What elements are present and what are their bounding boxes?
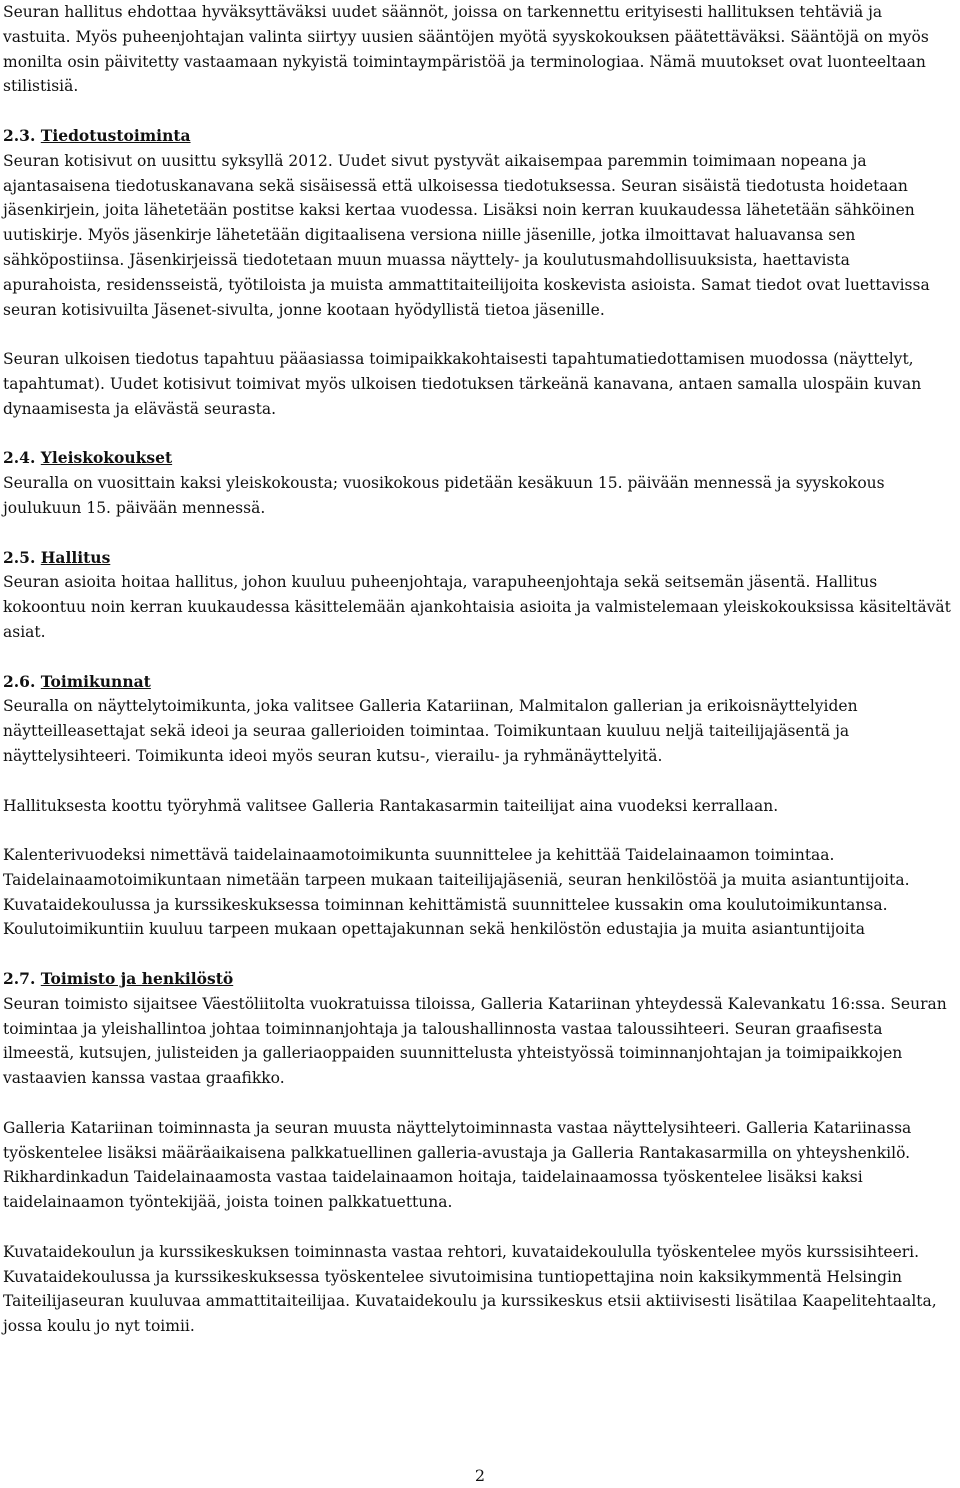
spacer: [3, 1215, 952, 1240]
spacer: [3, 99, 952, 124]
spacer: [3, 1091, 952, 1116]
section-number: 2.4.: [3, 448, 36, 468]
section-heading: [3, 446, 952, 471]
section-heading: [3, 124, 952, 149]
section-toimikunnat: [3, 670, 952, 943]
intro-paragraph: Seuran hallitus ehdottaa hyväksyttäväksi uudet säännöt, joissa on tarkennettu erityisesti hallituksen tehtäviä ja vastuita. Myös puheenjohtajan valinta siirtyy uusien sääntöjen myötä syyskokouksen päätettäväksi. Sääntöjä on myös monilta osin päivitetty vastaamaan nykyistä toimintaympäristöä ja terminologiaa. Nämä muutokset ovat luonteeltaan stilistisiä.: [3, 3, 929, 96]
section-hallitus: [3, 546, 952, 645]
spacer: [3, 521, 952, 546]
section-toimisto-ja-henkilosto: [3, 967, 952, 1339]
paragraph: Seuran kotisivut on uusittu syksyllä 2012. Uudet sivut pystyvät aikaisempaa paremmin toimimaan nopeana ja ajantasaisena tiedotuskanavana sekä sisäisessä että ulkoisessa tiedotuksessa. Seuran sisäistä tiedotusta hoidetaan jäsenkirjein, joita lähetetään postitse kaksi kertaa vuodessa. Lisäksi noin kerran kuukaudessa lähetetään sähköinen uutiskirje. Myös jäsenkirje lähetetään digitaalisena versiona niille jäsenille, jotka ilmoittavat haluavansa sen sähköpostiinsa. Jäsenkirjeissä tiedotetaan muun muassa näyttely- ja koulutusmahdollisuuksista, haettavista apurahoista, residensseistä, työtiloista ja muista ammattitaiteilijoita koskevista asioista. Samat tiedot ovat luettavissa seuran kotisivuilta Jäsenet-sivulta, jonne kootaan hyödyllistä tietoa jäsenille.: [3, 151, 930, 319]
section-title: Toimisto ja henkilöstö: [40, 969, 234, 989]
paragraph: Seuralla on vuosittain kaksi yleiskokousta; vuosikokous pidetään kesäkuun 15. päivään mennessä ja syyskokous joulukuun 15. päivään mennessä.: [3, 474, 885, 517]
paragraph: Kuvataidekoulun ja kurssikeskuksen toiminnasta vastaa rehtori, kuvataidekoululla työskentelee myös kurssisihteeri. Kuvataidekoulussa ja kurssikeskuksessa työskentelee sivutoimisina tuntiopettajina noin kaksikymmentä Helsingin Taiteilijaseuran kuuluvaa ammattitaiteilijaa. Kuvataidekoulu ja kurssikeskus etsii aktiivisesti lisätilaa Kaapelitehtaalta, jossa koulu jo nyt toimii.: [3, 1242, 937, 1336]
paragraph: Seuran asioita hoitaa hallitus, johon kuuluu puheenjohtaja, varapuheenjohtaja sekä seitsemän jäsentä. Hallitus kokoontuu noin kerran kuukaudessa käsittelemään ajankohtaisia asioita ja valmistelemaan yleiskokouksissa käsiteltävät asiat.: [3, 573, 951, 641]
section-title: Tiedotustoiminta: [40, 125, 191, 145]
spacer: [3, 769, 952, 794]
section-number: 2.3.: [3, 125, 36, 145]
paragraph: Seuralla on näyttelytoimikunta, joka valitsee Galleria Katariinan, Malmitalon gallerian ja erikoisnäyttelyiden näytteilleasettajat sekä ideoi ja seuraa gallerioiden toimintaa. Toimikuntaan kuuluu neljä taiteilijajäsentä ja näyttelysihteeri. Toimikunta ideoi myös seuran kutsu-, vierailu- ja ryhmänäyttelyitä.: [3, 697, 858, 765]
section-title: Hallitus: [40, 547, 111, 567]
section-heading: [3, 670, 952, 695]
spacer: [3, 645, 952, 670]
section-title: Toimikunnat: [40, 671, 151, 691]
paragraph: Kalenterivuodeksi nimettävä taidelainaamotoimikunta suunnittelee ja kehittää Taidelainaamon toimintaa. Taidelainaamotoimikuntaan nimetään tarpeen mukaan taiteilijajäseniä, seuran henkilöstöä ja muita asiantuntijoita. Kuvataidekoulussa ja kurssikeskuksessa toiminnan kehittämistä suunnittelee kussakin oma koulutoimikuntansa. Koulutoimikuntiin kuuluu tarpeen mukaan opettajakunnan sekä henkilöstön edustajia ja muita asiantuntijoita: [3, 846, 910, 939]
paragraph: Seuran ulkoisen tiedotus tapahtuu pääasiassa toimipaikkakohtaisesti tapahtumatiedottamisen muodossa (näyttelyt, tapahtumat). Uudet kotisivut toimivat myös ulkoisen tiedotuksen tärkeänä kanavana, antaen samalla ulospäin kuvan dynaamisesta ja elävästä seurasta.: [3, 350, 922, 418]
section-title: Yleiskokoukset: [40, 448, 173, 468]
section-tiedotustoiminta: [3, 124, 952, 422]
section-number: 2.7.: [3, 969, 36, 989]
spacer: [3, 818, 952, 843]
paragraph: Hallituksesta koottu työryhmä valitsee Galleria Rantakasarmin taiteilijat aina vuodeksi kerrallaan.: [3, 796, 779, 815]
section-number: 2.5.: [3, 547, 36, 567]
page-number: 2: [474, 1466, 486, 1485]
section-number: 2.6.: [3, 671, 36, 691]
section-heading: [3, 546, 952, 571]
section-heading: [3, 967, 952, 992]
spacer: [3, 322, 952, 347]
spacer: [3, 942, 952, 967]
spacer: [3, 422, 952, 447]
paragraph: Galleria Katariinan toiminnasta ja seuran muusta näyttelytoiminnasta vastaa näyttelysihteeri. Galleria Katariinassa työskentelee lisäksi määräaikaisena palkkatuellinen galleria-avustaja ja Galleria Rantakasarmilla on yhteyshenkilö. Rikhardinkadun Taidelainaamosta vastaa taidelainaamon hoitaja, taidelainaamossa työskentelee lisäksi kaksi taidelainaamon työntekijää, joista toinen palkkatuettuna.: [3, 1118, 912, 1212]
paragraph: Seuran toimisto sijaitsee Väestöliitolta vuokratuissa tiloissa, Galleria Katariinan yhteydessä Kalevankatu 16:ssa. Seuran toimintaa ja yleishallintoa johtaa toiminnanjohtaja ja taloushallinnosta vastaa taloussihteeri. Seuran graafisesta ilmeestä, kutsujen, julisteiden ja galleriaoppaiden suunnittelusta yhteistyössä toiminnanjohtajan ja toimipaikkojen vastaavien kanssa vastaa graafikko.: [3, 994, 947, 1088]
section-yleiskokoukset: [3, 446, 952, 520]
